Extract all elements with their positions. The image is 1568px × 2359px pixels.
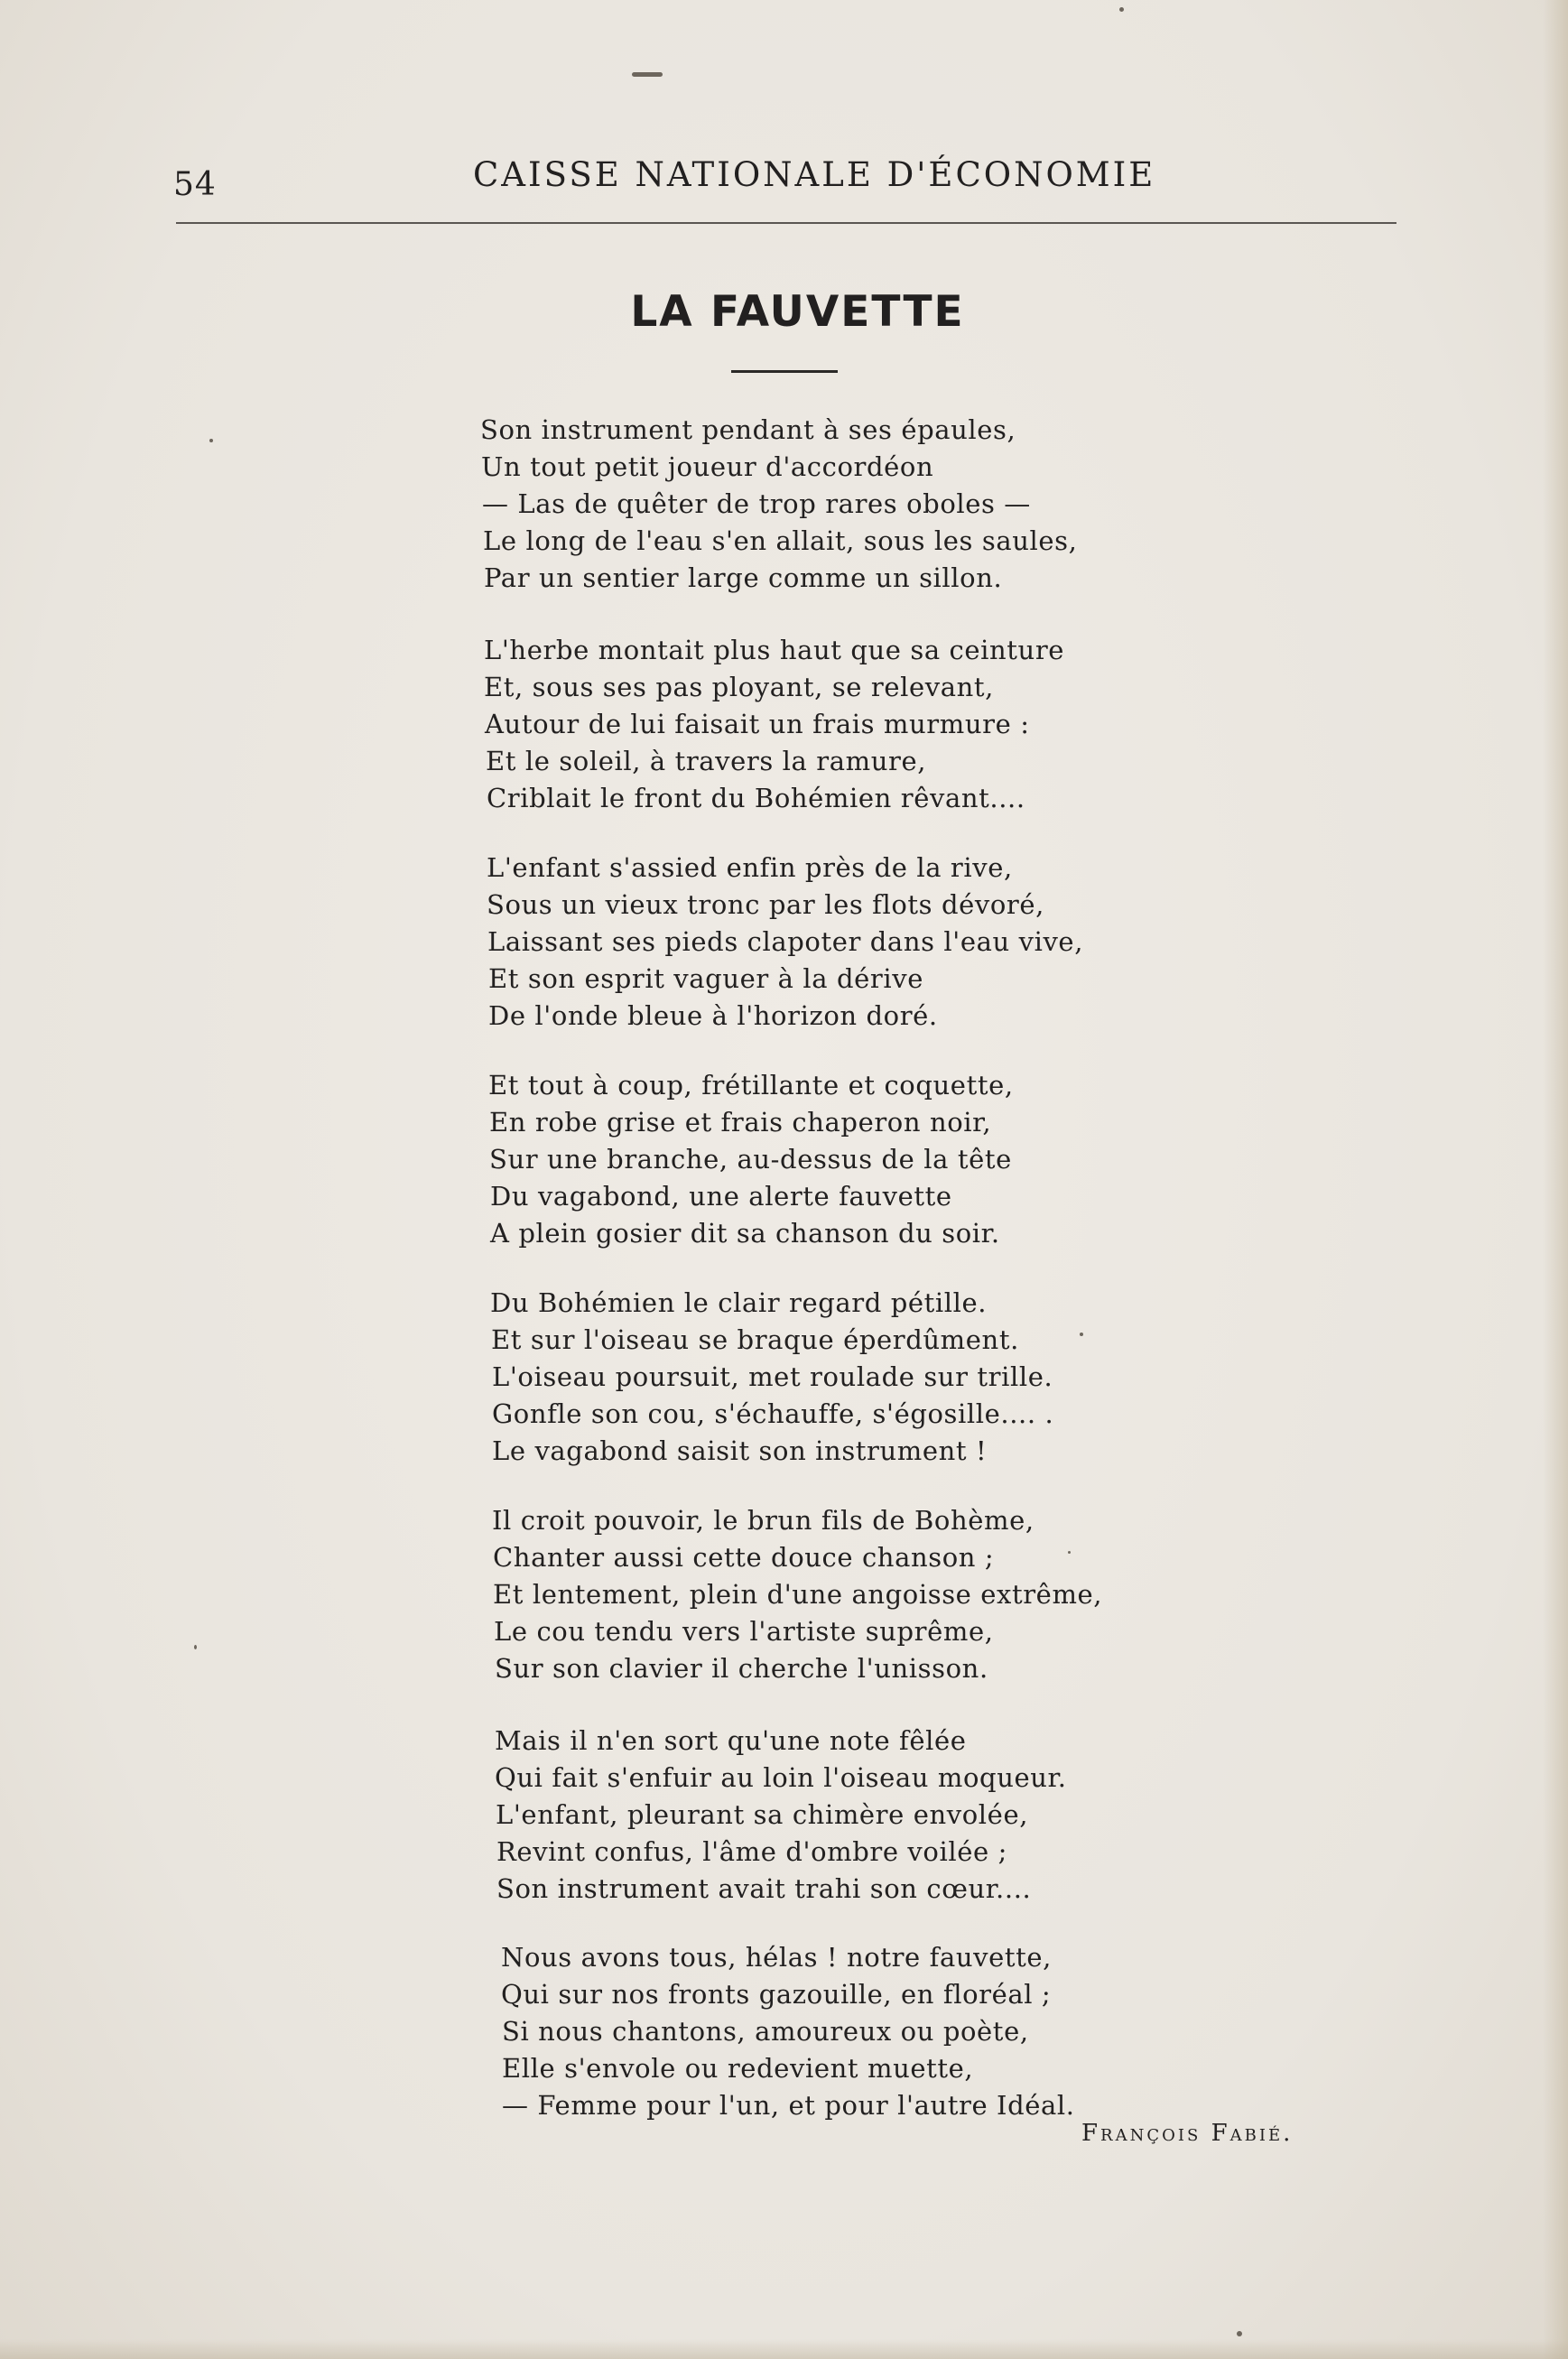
verse-line: Autour de lui faisait un frais murmure :: [485, 709, 1030, 739]
verse-line: Du Bohémien le clair regard pétille.: [490, 1287, 988, 1318]
verse-line: Et, sous ses pas ployant, se relevant,: [484, 672, 994, 702]
paper-speck: [1237, 2331, 1242, 2336]
verse-line: Sous un vieux tronc par les flots dévoré,: [487, 889, 1044, 920]
verse-line: Qui fait s'enfuir au loin l'oiseau moqueur.: [495, 1762, 1067, 1793]
verse-line: — Las de quêter de trop rares oboles —: [482, 488, 1031, 519]
verse-line: Un tout petit joueur d'accordéon: [481, 451, 934, 482]
verse-line: A plein gosier dit sa chanson du soir.: [490, 1218, 1000, 1249]
paper-speck: [1080, 1333, 1083, 1336]
verse-line: Si nous chantons, amoureux ou poète,: [502, 2016, 1029, 2047]
verse-line: Le vagabond saisit son instrument !: [492, 1435, 988, 1466]
verse-line: Il croit pouvoir, le brun fils de Bohème,: [492, 1505, 1035, 1536]
verse-line: Et lentement, plein d'une angoisse extrême,: [493, 1579, 1103, 1610]
running-head: CAISSE NATIONALE D'ÉCONOMIE: [473, 155, 1156, 194]
poem-author: François Fabié.: [1081, 2120, 1294, 2147]
verse-line: Le cou tendu vers l'artiste suprême,: [494, 1616, 994, 1647]
verse-line: L'oiseau poursuit, met roulade sur trille.: [492, 1361, 1053, 1392]
verse-line: Sur une branche, au-dessus de la tête: [489, 1144, 1012, 1175]
verse-line: L'herbe montait plus haut que sa ceinture: [484, 635, 1065, 665]
verse-line: Qui sur nos fronts gazouille, en floréal ;: [501, 1979, 1052, 2010]
verse-line: Gonfle son cou, s'échauffe, s'égosille.... .: [492, 1398, 1054, 1429]
verse-line: Chanter aussi cette douce chanson ;: [493, 1542, 995, 1573]
verse-line: Et son esprit vaguer à la dérive: [488, 963, 923, 994]
verse-line: Laissant ses pieds clapoter dans l'eau vive,: [487, 926, 1084, 957]
verse-line: Criblait le front du Bohémien rêvant....: [487, 783, 1025, 813]
ink-smudge: [632, 72, 663, 77]
verse-line: Du vagabond, une alerte fauvette: [490, 1181, 952, 1212]
verse-line: Et le soleil, à travers la ramure,: [486, 746, 927, 776]
verse-line: Revint confus, l'âme d'ombre voilée ;: [496, 1836, 1007, 1867]
header-rule: [176, 222, 1396, 224]
verse-line: Sur son clavier il cherche l'unisson.: [495, 1653, 988, 1684]
page-edge-shadow-right: [1543, 0, 1568, 2359]
verse-line: En robe grise et frais chaperon noir,: [489, 1107, 992, 1138]
verse-line: Le long de l'eau s'en allait, sous les saules,: [483, 525, 1078, 556]
poem-title: LA FAUVETTE: [630, 287, 965, 337]
verse-line: Elle s'envole ou redevient muette,: [502, 2053, 974, 2084]
paper-speck: [194, 1645, 197, 1649]
title-rule: [731, 370, 838, 373]
page-number: 54: [173, 166, 217, 203]
paper-speck: [209, 439, 213, 442]
verse-line: De l'onde bleue à l'horizon doré.: [488, 1000, 938, 1031]
page-edge-shadow-bottom: [0, 2339, 1568, 2359]
verse-line: Son instrument pendant à ses épaules,: [480, 414, 1016, 445]
paper-speck: [1068, 1551, 1071, 1554]
paper-speck: [1119, 7, 1124, 12]
verse-line: L'enfant, pleurant sa chimère envolée,: [496, 1799, 1029, 1830]
verse-line: Et tout à coup, frétillante et coquette,: [488, 1070, 1014, 1101]
verse-line: Son instrument avait trahi son cœur....: [496, 1873, 1032, 1904]
verse-line: L'enfant s'assied enfin près de la rive,: [487, 852, 1013, 883]
verse-line: Et sur l'oiseau se braque éperdûment.: [491, 1324, 1019, 1355]
verse-line: Par un sentier large comme un sillon.: [484, 562, 1003, 593]
verse-line: Mais il n'en sort qu'une note fêlée: [495, 1725, 967, 1756]
verse-line: — Femme pour l'un, et pour l'autre Idéal.: [502, 2090, 1075, 2121]
verse-line: Nous avons tous, hélas ! notre fauvette,: [501, 1942, 1052, 1973]
